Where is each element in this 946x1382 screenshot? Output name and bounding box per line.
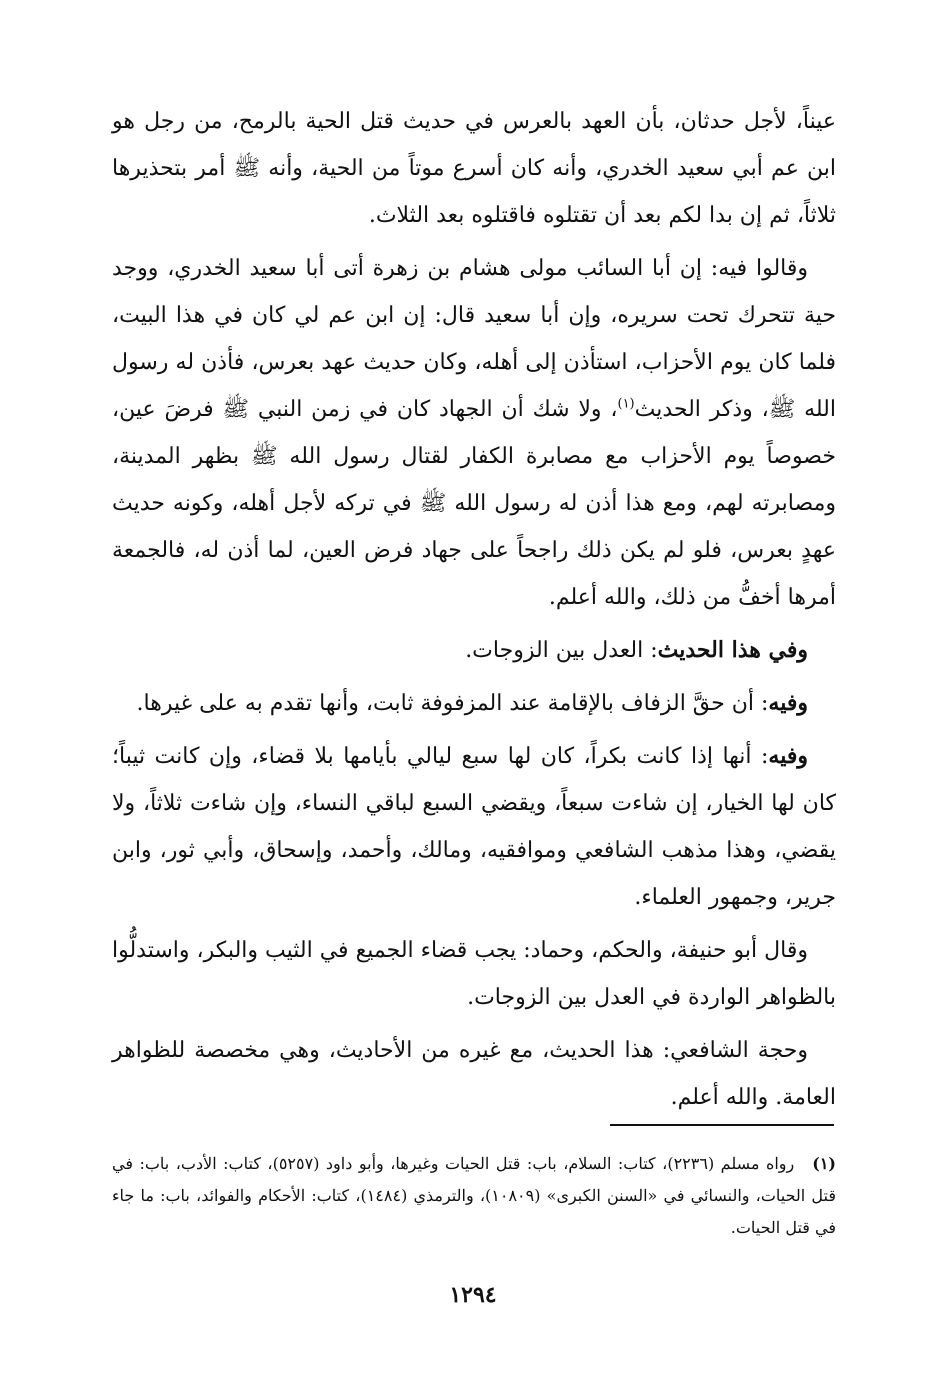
page-number: ١٢٩٤ xyxy=(449,1282,497,1308)
footnote-reference[interactable]: (١) xyxy=(617,396,635,412)
paragraph-2-text-after: ، ولا شك أن الجهاد كان في زمن النبي ﷺ فرضَ عين، خصوصاً يوم الأحزاب مع مصابرة الكفار لقتال رسول الله ﷺ بظهر المدينة، ومصابرته لهم، ومع هذا أذن له رسول الله ﷺ في تركه لأجل أهله، وكونه حديث عهدٍ بعرس، فلو لم يكن ذلك راجحاً على جهاد فرض العين، لما أذن له، فالجمعة أمرها أخفُّ من ذلك، والله أعلم. xyxy=(112,397,836,610)
paragraph-2 xyxy=(112,245,836,621)
paragraph-7 xyxy=(112,1027,836,1121)
paragraph-5 xyxy=(112,733,836,921)
paragraph-1-text: عيناً، لأجل حدثان، بأن العهد بالعرس في حديث قتل الحية بالرمح، من رجل هو ابن عم أبي سعيد الخدري، وأنه كان أسرع موتاً من الحية، وأنه ﷺ أمر بتحذيرها ثلاثاً، ثم إن بدا لكم بعد أن تقتلوه فاقتلوه بعد الثلاث. xyxy=(112,109,836,228)
footnote-number: (١) xyxy=(812,1154,836,1173)
paragraph-4 xyxy=(112,680,836,727)
paragraph-3-text: : العدل بين الزوجات. xyxy=(465,638,658,663)
paragraph-1 xyxy=(112,98,836,239)
page-body xyxy=(112,98,836,1127)
paragraph-6-text: وقال أبو حنيفة، والحكم، وحماد: يجب قضاء الجميع في الثيب والبكر، واستدلُّوا بالظواهر الواردة في العدل بين الزوجات. xyxy=(112,938,836,1010)
footnote-1 xyxy=(112,1148,836,1244)
paragraph-5-lead: وفيه xyxy=(768,743,808,769)
footnotes xyxy=(112,1148,836,1244)
paragraph-2-text: وقالوا فيه: إن أبا السائب مولى هشام بن زهرة أتى أبا سعيد الخدري، ووجد حية تتحرك تحت سريره، وإن أبا سعيد قال: إن ابن عم لي كان في هذا البيت، فلما كان يوم الأحزاب، استأذن إلى أهله، وكان حديث عهد بعرس، فأذن له رسول الله ﷺ، وذكر الحديث xyxy=(112,256,836,422)
paragraph-3-lead: وفي هذا الحديث xyxy=(657,637,808,663)
footnote-separator xyxy=(610,1124,834,1126)
paragraph-3 xyxy=(112,627,836,674)
paragraph-6 xyxy=(112,927,836,1021)
paragraph-5-text: : أنها إذا كانت بكراً، كان لها سبع ليالي بأيامها بلا قضاء، وإن كانت ثيباً؛ كان لها الخيار، إن شاءت سبعاً، ويقضي السبع لباقي النساء، وإن شاءت ثلاثاً، ولا يقضي، وهذا مذهب الشافعي وموافقيه، ومالك، وأحمد، وإسحاق، وأبي ثور، وابن جرير، وجمهور العلماء. xyxy=(112,744,836,910)
paragraph-7-text: وحجة الشافعي: هذا الحديث، مع غيره من الأحاديث، وهي مخصصة للظواهر العامة. والله أعلم. xyxy=(112,1038,836,1110)
footnote-text: رواه مسلم (٢٢٣٦)، كتاب: السلام، باب: قتل الحيات وغيرها، وأبو داود (٥٢٥٧)، كتاب: الأدب، باب: في قتل الحيات، والنسائي في «السنن الكبرى» (١٠٨٠٩)، والترمذي (١٤٨٤)، كتاب: الأحكام والفوائد، باب: ما جاء في قتل الحيات. xyxy=(112,1154,837,1237)
paragraph-4-text: : أن حقَّ الزفاف بالإقامة عند المزفوفة ثابت، وأنها تقدم به على غيرها. xyxy=(136,691,769,716)
main-text xyxy=(112,98,836,1121)
paragraph-4-lead: وفيه xyxy=(768,690,808,716)
